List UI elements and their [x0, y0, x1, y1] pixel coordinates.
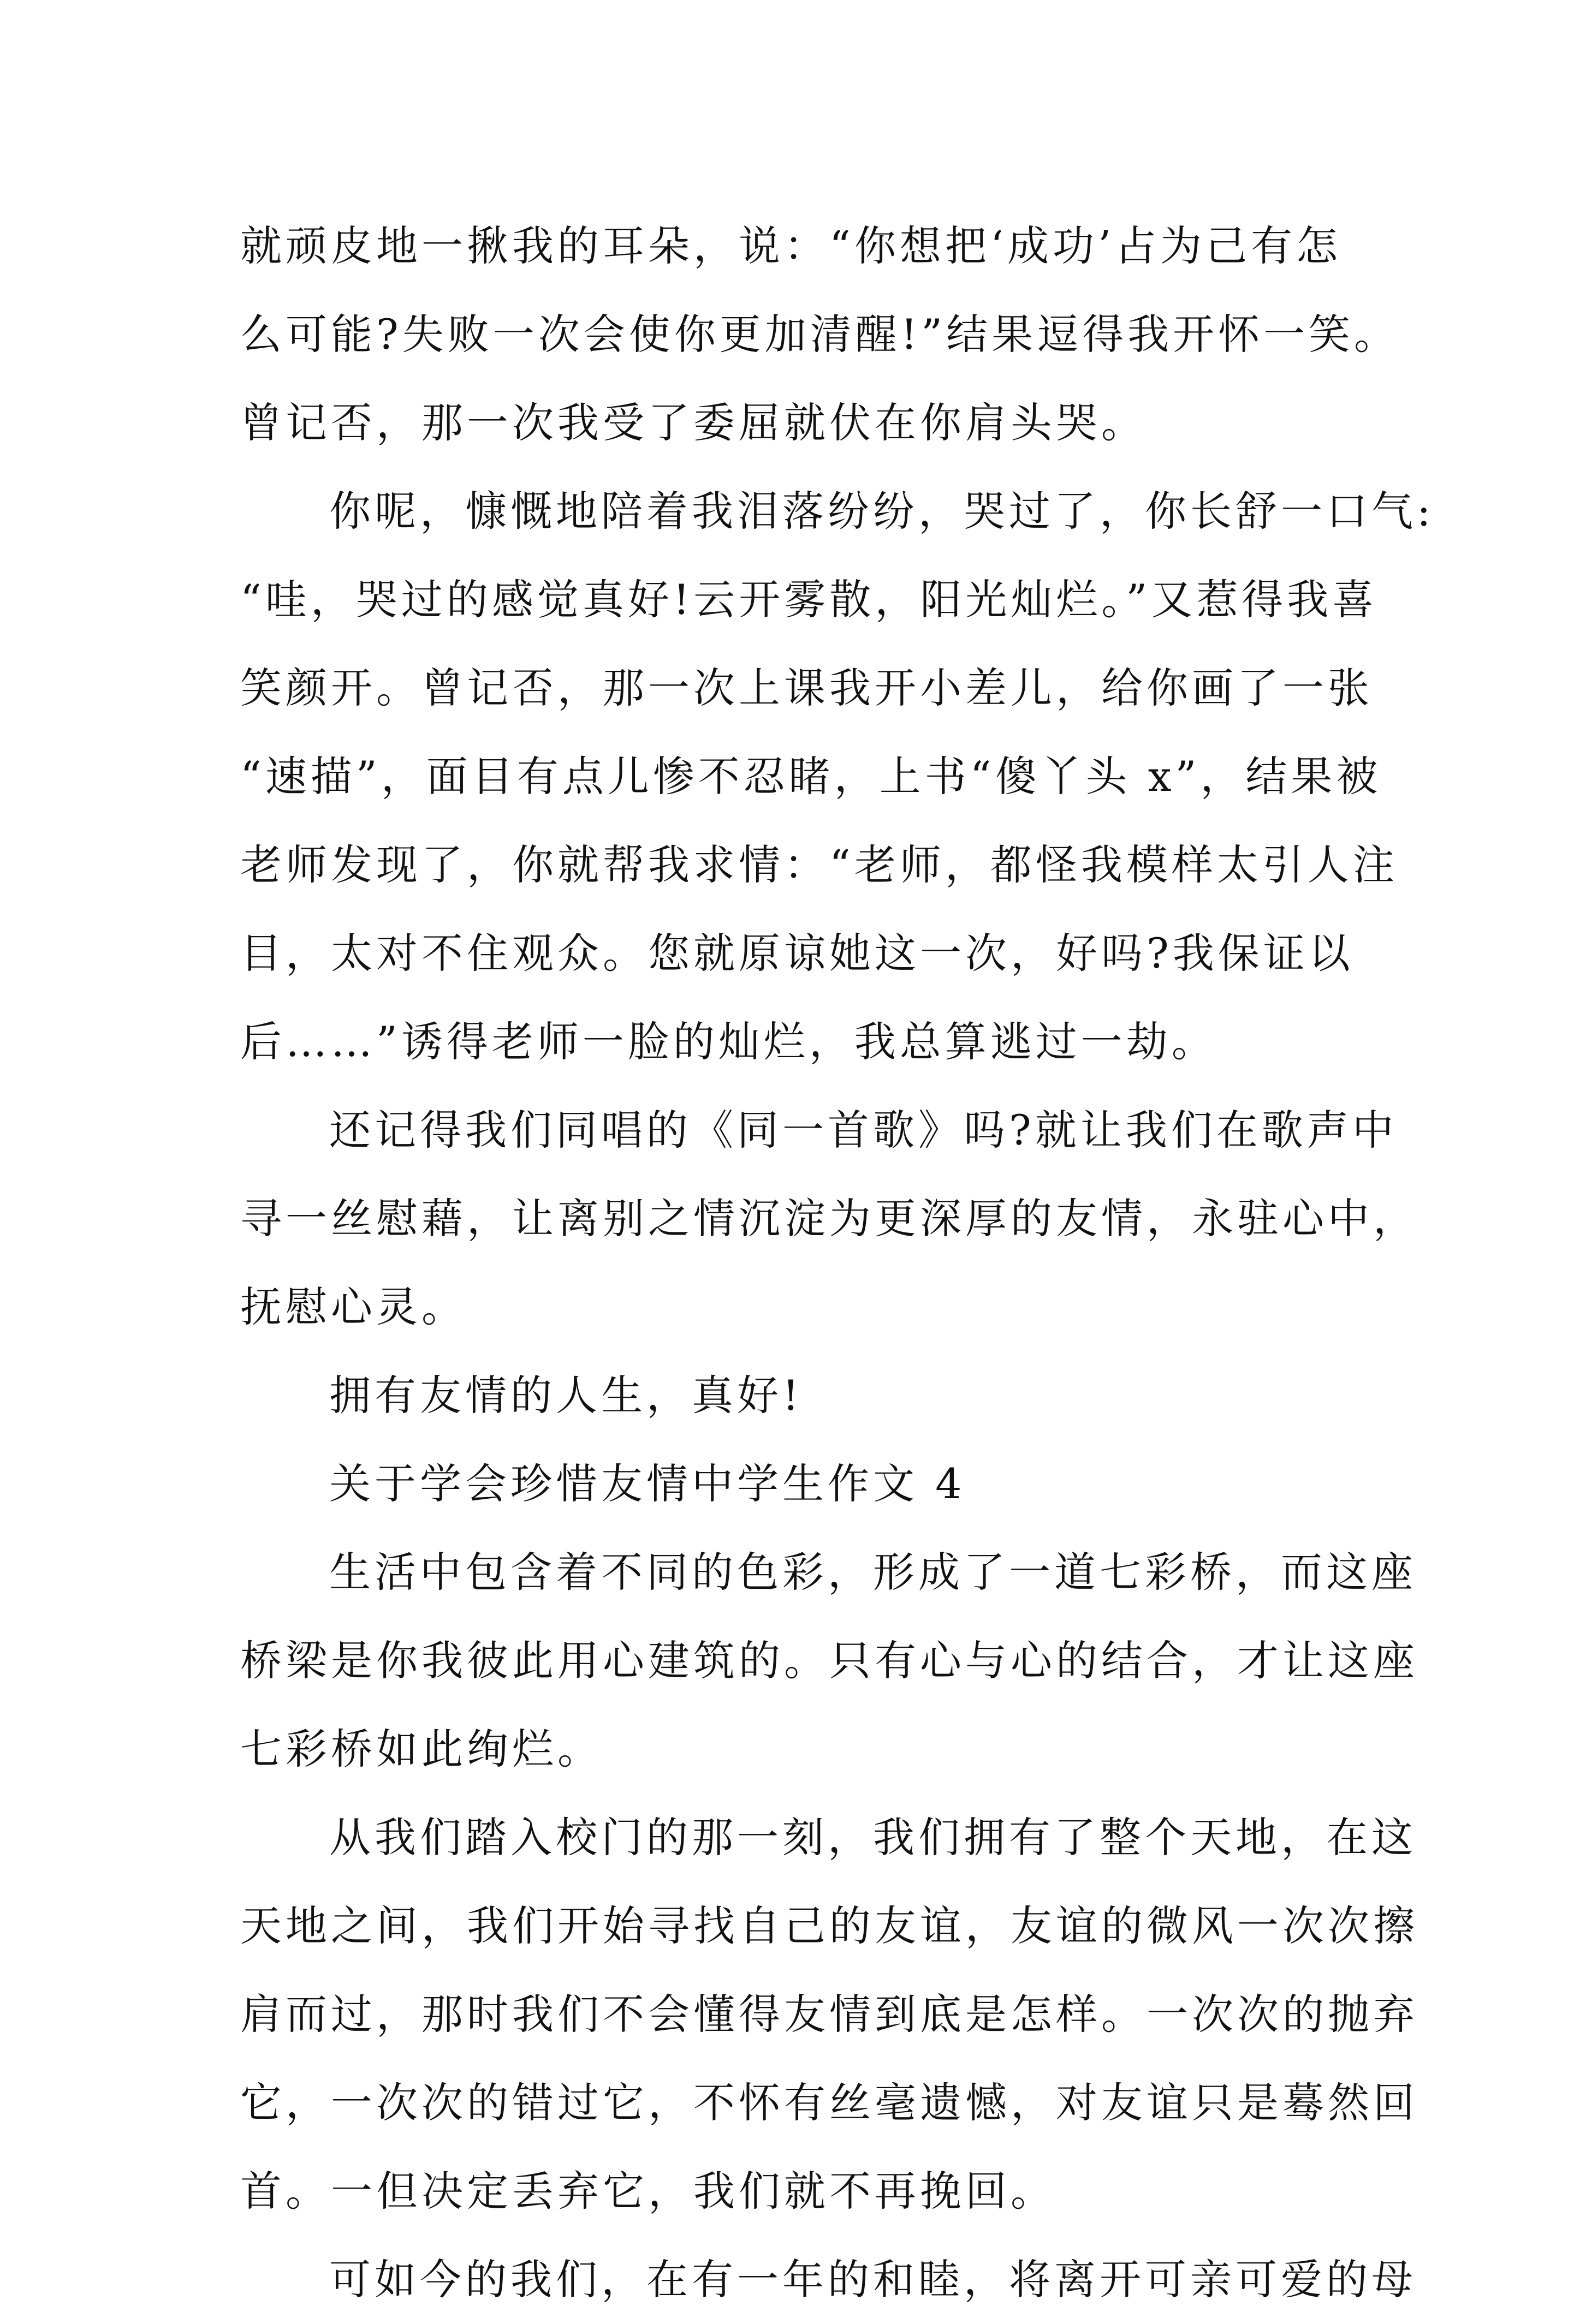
text-line: 它，一次次的错过它，不怀有丝毫遗憾，对友谊只是蓦然回 — [240, 2078, 1418, 2127]
text-line: 从我们踏入校门的那一刻，我们拥有了整个天地，在这 — [329, 1813, 1417, 1862]
document-body — [240, 202, 1435, 2324]
text-line: 天地之间，我们开始寻找自己的友谊，友谊的微风一次次擦 — [240, 1902, 1418, 1950]
text-line: 就顽皮地一揪我的耳朵，说：“你想把‘成功’占为己有怎 — [240, 222, 1342, 270]
text-line: 关于学会珍惜友情中学生作文 4 — [329, 1459, 966, 1508]
text-line: 老师发现了，你就帮我求情：“老师，都怪我模样太引人注 — [240, 841, 1398, 889]
text-line: 桥梁是你我彼此用心建筑的。只有心与心的结合，才让这座 — [240, 1636, 1418, 1685]
text-line: 七彩桥如此绚烂。 — [240, 1725, 603, 1773]
text-line: 曾记否，那一次我受了委屈就伏在你肩头哭。 — [240, 398, 1147, 447]
text-line: 后……”诱得老师一脸的灿烂，我总算逃过一劫。 — [240, 1017, 1217, 1066]
text-line: 生活中包含着不同的色彩，形成了一道七彩桥，而这座 — [329, 1548, 1417, 1596]
text-line: 拥有友情的人生，真好! — [329, 1371, 803, 1420]
text-line: 寻一丝慰藉，让离别之情沉淀为更深厚的友情，永驻心中， — [240, 1194, 1418, 1243]
text-line: “哇，哭过的感觉真好!云开雾散，阳光灿烂。”又惹得我喜 — [240, 575, 1378, 624]
text-line: 么可能?失败一次会使你更加清醒!”结果逗得我开怀一笑。 — [240, 310, 1400, 359]
text-line: 还记得我们同唱的《同一首歌》吗?就让我们在歌声中 — [329, 1106, 1398, 1154]
text-line: 可如今的我们，在有一年的和睦，将离开可亲可爱的母 — [329, 2255, 1417, 2304]
text-line: 笑颜开。曾记否，那一次上课我开小差儿，给你画了一张 — [240, 664, 1373, 712]
text-line: “速描”，面目有点儿惨不忍睹，上书“傻丫头 x”，结果被 — [240, 752, 1382, 801]
text-line: 首。一但决定丢弃它，我们就不再挽回。 — [240, 2167, 1056, 2215]
text-line: 肩而过，那时我们不会懂得友情到底是怎样。一次次的抛弃 — [240, 1990, 1418, 2039]
text-line: 目，太对不住观众。您就原谅她这一次，好吗?我保证以 — [240, 929, 1354, 978]
text-line: 抚慰心灵。 — [240, 1283, 467, 1331]
text-line: 你呢，慷慨地陪着我泪落纷纷，哭过了，你长舒一口气: — [329, 487, 1435, 535]
